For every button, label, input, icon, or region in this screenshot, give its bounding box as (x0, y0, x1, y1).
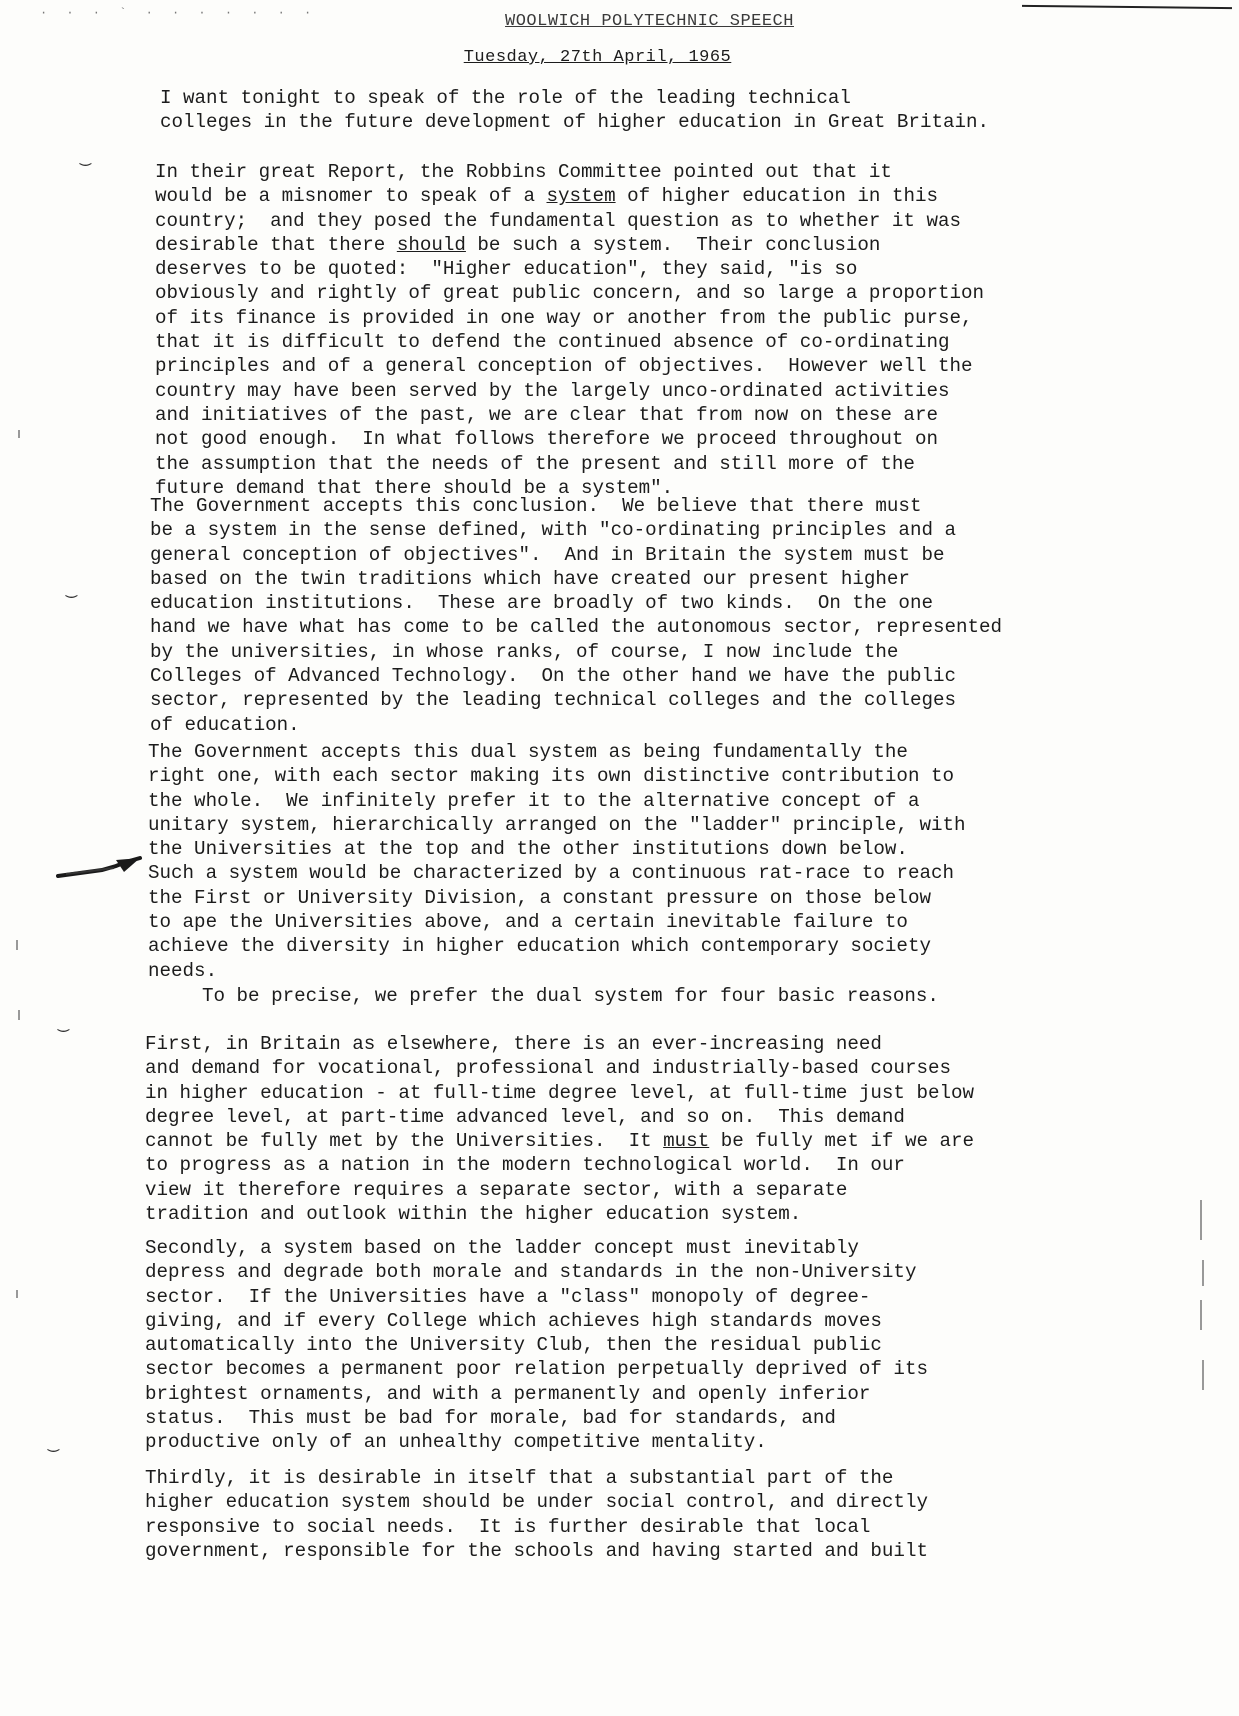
margin-speck (18, 430, 20, 438)
paragraph-dual-system: The Government accepts this dual system as being fundamentally the right one, with each sector making its own distinctive contribution to the whole. We infinitely prefer it to the alternative concept of a unitary system, hierarchically arranged on the "ladder" principle, with the Universities at the top and the other institutions down below. Such a system would be characterized by a continuous rat-race to reach the First or University Division, a constant pressure on those below to ape the Universities above, and a certain inevitable failure to achieve the diversity in higher education which contemporary society needs. (148, 741, 966, 982)
margin-speck (1200, 1200, 1202, 1240)
margin-tick: ‿ (48, 1434, 59, 1454)
paragraph-third-reason: Thirdly, it is desirable in itself that a substantial part of the higher education system should be under social control, and directly responsive to social needs. It is further desirable that local government, responsible for the schools and having started and built (145, 1467, 928, 1562)
margin-tick: ‿ (58, 1014, 69, 1034)
top-margin-specks: · · · ` · · · · · · · (40, 6, 318, 20)
margin-tick: ‿ (66, 580, 77, 600)
paragraph-first-part-1: First, in Britain as elsewhere, there is an ever-increasing need and demand for vocational, professional and industrially-based courses in higher education - at full-time degree level, at full-time just below degree level, at part-time advanced level, and so on. This demand cannot be fully met by the Universities. It (145, 1033, 975, 1153)
margin-arrow-mark (56, 852, 146, 886)
margin-tick: ‿ (80, 148, 91, 168)
paragraph-robbins-part-3: be such a system. Their conclusion deserves to be quoted: "Higher education", they said, "is so obviously and rightly of great public concern, and so large a proportion of its finance is provided in one way or another from the public purse, that it is difficult to defend the continued absence of co-ordinating principles and of a general conception of objectives. However well the country may have been served by the largely unco-ordinated activities and initiatives of the past, we are clear that from now on these are not good enough. In what follows therefore we proceed throughout on the assumption that the needs of the present and still more of the future demand that there should be a system". (155, 233, 985, 499)
paragraph-robbins (155, 160, 984, 500)
underlined-system: system (546, 185, 616, 208)
paragraph-intro: I want tonight to speak of the role of the leading technical colleges in the future development of higher education in Great Britain. (160, 87, 990, 134)
paragraph-four-reasons: To be precise, we prefer the dual system for four basic reasons. (202, 985, 939, 1007)
document-title: WOOLWICH POLYTECHNIC SPEECH (505, 12, 794, 31)
underlined-must: must (663, 1130, 710, 1153)
paragraph-robbins-part-2: of higher education in this country; and they posed the fundamental question as to whether it was desirable that there (155, 185, 962, 256)
paragraph-robbins-part-1: In their great Report, the Robbins Committee pointed out that it would be a misnomer to speak of a (155, 161, 892, 208)
underlined-should: should (396, 233, 466, 256)
paragraph-second-reason: Secondly, a system based on the ladder concept must inevitably depress and degrade both morale and standards in the non-University sector. If the Universities have a "class" monopoly of degree- giving, and if every College which achieves high standards moves automatically into the University Club, then the residual public sector becomes a permanent poor relation perpetually deprived of its brightest ornaments, and with a permanently and openly inferior status. This must be bad for morale, bad for standards, and productive only of an unhealthy competitive mentality. (145, 1237, 928, 1454)
document-date: Tuesday, 27th April, 1965 (463, 48, 732, 67)
paragraph-first-reason (145, 1032, 974, 1226)
margin-speck (16, 1290, 18, 1298)
margin-speck (16, 940, 18, 950)
margin-speck (1200, 1300, 1202, 1330)
paragraph-first-part-2: be fully met if we are to progress as a nation in the modern technological world. In our view it therefore requires a separate sector, with a separate tradition and outlook within the higher education system. (145, 1130, 975, 1226)
margin-speck (1202, 1260, 1204, 1286)
paragraph-government-accepts: The Government accepts this conclusion. We believe that there must be a system in the sense defined, with "co-ordinating principles and a general conception of objectives". And in Britain the system must be based on the twin traditions which have created our present higher education institutions. These are broadly of two kinds. On the one hand we have what has come to be called the autonomous sector, represented by the universities, in whose ranks, of course, I now include the Colleges of Advanced Technology. On the other hand we have the public sector, represented by the leading technical colleges and the colleges of education. (150, 495, 1003, 736)
margin-speck (1202, 1360, 1204, 1390)
top-right-rule (1022, 5, 1232, 9)
margin-speck (18, 1010, 20, 1020)
